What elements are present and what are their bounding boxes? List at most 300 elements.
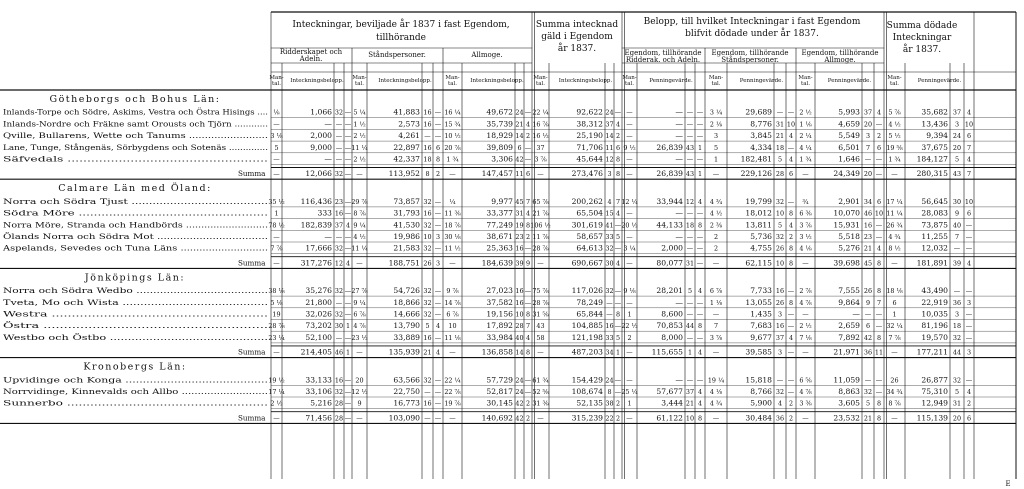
fraction-cell: 42	[515, 399, 524, 408]
mantal-cell: 4 ⅞	[353, 322, 366, 331]
fraction-cell: 8	[876, 259, 882, 268]
fraction-cell: 3	[607, 170, 612, 179]
fraction-cell: —	[875, 310, 883, 319]
mantal-cell: —	[626, 108, 633, 117]
amount-cell: 182,839	[300, 220, 332, 230]
amount-cell: 11,255	[921, 232, 948, 241]
mantal-cell: 26 ¾	[886, 221, 903, 230]
amount-cell: 62,115	[745, 258, 772, 268]
mantal-cell: 2	[713, 233, 719, 241]
mantal-cell: 2 ¼	[799, 132, 812, 141]
amount-cell: 49,672	[486, 107, 513, 117]
mantal-cell: 37	[536, 143, 545, 152]
fraction-cell: —	[875, 233, 883, 241]
amount-cell: 3,444	[661, 398, 683, 408]
mantal-cell: —	[891, 348, 898, 357]
fraction-cell: 8	[607, 388, 612, 396]
amount-cell: 8,776	[750, 119, 772, 129]
fraction-cell: —	[614, 376, 622, 385]
fraction-cell: 7	[615, 197, 621, 206]
district-label: Norra Möre, Stranda och Handbörds ...........................	[3, 220, 268, 230]
amount-cell: 154,429	[571, 375, 603, 385]
amount-cell: 17,666	[305, 243, 332, 253]
fraction-cell: —	[424, 388, 431, 396]
amount-cell: 7,733	[750, 286, 772, 296]
amount-cell: —	[675, 375, 683, 385]
fraction-cell: 10	[964, 197, 974, 206]
amount-cell: 1,435	[750, 309, 772, 319]
fraction-cell: —	[614, 298, 622, 307]
mantal-cell: —	[626, 132, 633, 141]
mantal-cell: 17 ¼	[886, 197, 903, 206]
mantal-cell: —	[273, 120, 280, 129]
fraction-cell: 6	[966, 209, 972, 218]
amount-cell: 182,481	[740, 154, 772, 164]
summa-label: Summa	[238, 169, 266, 179]
mantal-cell: 23 ½	[351, 333, 368, 342]
mantal-cell: 28 ⅞	[532, 298, 549, 307]
fraction-cell: 3	[865, 132, 871, 141]
fraction-cell: 4	[345, 221, 351, 230]
fraction-cell: 37	[863, 108, 873, 117]
mantal-cell: 3 ⅛	[270, 132, 283, 141]
fraction-cell: 3	[954, 310, 960, 319]
mantal-cell: 2 ⅜	[709, 221, 723, 230]
mantal-cell: —	[537, 348, 544, 357]
mantal-cell: ¾	[802, 197, 809, 206]
amount-cell: —	[675, 232, 683, 241]
subgroup-title: Egendom, tillhörande	[801, 49, 879, 57]
fraction-cell: 21	[863, 244, 873, 253]
fraction-cell: 32	[334, 244, 344, 253]
mantal-cell: 9 ⅞	[446, 287, 459, 296]
fraction-cell: —	[424, 414, 431, 423]
mantal-cell: 32 ¼	[886, 322, 903, 331]
fraction-cell: 16	[423, 333, 432, 342]
district-label: Norrvidinge, Kinnevalds och Allbo ...........................	[3, 387, 268, 396]
amount-cell: 10,070	[833, 208, 860, 218]
fraction-cell: —	[686, 132, 694, 141]
fraction-cell: 12	[685, 197, 695, 206]
fraction-cell: —	[344, 170, 352, 179]
fraction-cell: 8	[876, 333, 882, 342]
mantal-cell: 61 ¾	[532, 376, 549, 385]
amount-header: Inteckningsbelopp.	[558, 78, 613, 84]
fraction-cell: 32	[334, 388, 344, 396]
fraction-cell: 12	[605, 155, 614, 164]
fraction-cell: —	[335, 155, 343, 164]
amount-cell: 9,394	[926, 131, 948, 141]
fraction-cell: 39	[952, 259, 962, 268]
fraction-cell: —	[696, 120, 704, 129]
fraction-cell: 36	[952, 298, 962, 307]
fraction-cell: —	[696, 376, 704, 385]
fraction-cell: 5	[615, 233, 621, 241]
mantal-cell: 12 ½	[351, 388, 368, 396]
mantal-cell: 22 ¼	[444, 376, 461, 385]
fraction-cell: 32	[952, 333, 962, 342]
mantal-cell: 4 ⅛	[799, 244, 812, 253]
fraction-cell: 6	[865, 322, 871, 331]
mantal-cell: —	[802, 259, 809, 268]
county-title: Jönköpings Län:	[84, 272, 186, 284]
mantal-cell: 5 ⅞	[888, 108, 901, 117]
fraction-cell: 32	[334, 287, 344, 296]
amount-cell: 1,066	[310, 107, 332, 117]
mantal-cell: 11 ¼	[351, 143, 368, 152]
mantal-cell: 6 ⅞	[446, 310, 459, 319]
fraction-cell: 2	[876, 132, 882, 141]
fraction-cell: 4	[876, 108, 882, 117]
fraction-cell: 1	[345, 348, 351, 357]
amount-cell: 115,655	[651, 347, 683, 357]
mantal-cell: 5	[713, 143, 719, 152]
mantal-cell: 12 ¼	[621, 197, 638, 206]
fraction-cell: 20	[952, 414, 962, 423]
mantal-cell: 3	[713, 132, 719, 141]
fraction-cell: 3	[777, 348, 783, 357]
fraction-cell: —	[686, 108, 694, 117]
fraction-cell: 12	[334, 259, 344, 268]
amount-cell: 28,201	[656, 286, 683, 296]
fraction-cell: 7	[525, 197, 531, 206]
fraction-cell: —	[696, 244, 704, 253]
fraction-cell: 32	[775, 197, 785, 206]
mantal-cell: 3 ⅞	[709, 333, 723, 342]
group-title-dodade: Belopp, till hvilket Inteckningar i fast Egendom	[643, 17, 861, 27]
mantal-cell: 20 ⅞	[444, 143, 461, 152]
fraction-cell: 4	[788, 333, 794, 342]
fraction-cell: 33	[605, 333, 614, 342]
mantal-cell: 1 ⅛	[799, 120, 812, 129]
fraction-cell: —	[787, 348, 795, 357]
fraction-cell: —	[776, 376, 784, 385]
fraction-cell: —	[424, 132, 431, 141]
fraction-cell: 4	[615, 259, 621, 268]
amount-cell: 4,755	[750, 243, 772, 253]
mantal-cell: 2 ½	[799, 108, 812, 117]
district-label: Inlands-Torpe och Södre, Askims, Vestra och Östra Hisings ....	[3, 107, 268, 117]
mantal-cell: —	[712, 414, 720, 423]
fraction-cell: 32	[423, 221, 432, 230]
fraction-cell: 45	[863, 259, 873, 268]
fraction-cell: 34	[605, 348, 614, 357]
mantal-cell: —	[537, 170, 544, 179]
fraction-cell: 45	[515, 197, 524, 206]
amount-cell: 30,484	[745, 413, 772, 423]
fraction-cell: —	[965, 221, 973, 230]
amount-cell: 22,750	[393, 387, 420, 396]
mantal-cell: 5	[274, 143, 279, 152]
amount-cell: —	[675, 297, 683, 307]
fraction-cell: 2	[615, 132, 621, 141]
fraction-cell: 4	[345, 259, 351, 268]
subgroup-title: Adeln.	[299, 55, 323, 63]
fraction-cell: 20	[863, 170, 873, 179]
fraction-cell: 20	[952, 143, 962, 152]
fraction-cell: 21	[515, 120, 524, 129]
fraction-cell: 2	[435, 170, 441, 179]
mantal-cell: 3 ⅞	[534, 155, 547, 164]
fraction-cell: —	[344, 333, 352, 342]
mantal-cell: 4 ½	[888, 120, 901, 129]
amount-cell: 2,901	[838, 196, 860, 206]
fraction-cell: —	[953, 287, 961, 296]
amount-cell: 43,490	[921, 286, 948, 296]
fraction-cell: 5	[777, 155, 783, 164]
fraction-cell: 32	[334, 310, 344, 319]
amount-cell: —	[324, 119, 332, 129]
fraction-cell: —	[696, 233, 704, 241]
mantal-header: Man-	[445, 75, 460, 81]
fraction-cell: —	[344, 376, 352, 385]
district-label: Lane, Tunge, Stångenäs, Sörbygdens och Sotenäs ..............	[3, 142, 268, 152]
amount-cell: 56,645	[921, 196, 948, 206]
amount-cell: 280,315	[916, 169, 948, 179]
mantal-cell: 8 ⅞	[353, 209, 366, 218]
fraction-cell: 37	[952, 108, 962, 117]
fraction-cell: 9	[525, 259, 531, 268]
group-title-summa-dodade: Summa dödade	[886, 21, 958, 31]
mantal-cell: 4 ¼	[799, 143, 812, 152]
mantal-cell: 16 ⅞	[532, 120, 549, 129]
mantal-cell: 6 ⅞	[709, 287, 723, 296]
mantal-cell: 3 ¼	[709, 108, 723, 117]
fraction-cell: —	[335, 298, 343, 307]
fraction-cell: —	[434, 388, 442, 396]
fraction-cell: 4	[966, 108, 972, 117]
mantal-cell: 9 ⅛	[623, 287, 636, 296]
mantal-cell: 2 ½	[799, 322, 812, 331]
fraction-cell: —	[614, 322, 622, 331]
amount-header: Inteckningsbelopp.	[378, 78, 432, 84]
mantal-cell: 4 ½	[353, 233, 366, 241]
amount-cell: —	[675, 208, 683, 218]
fraction-cell: 30	[952, 197, 962, 206]
fraction-cell: 2	[525, 399, 531, 408]
mantal-header: Man-	[352, 75, 367, 81]
mantal-cell: 78 ½	[268, 221, 285, 230]
amount-cell: 19,799	[745, 196, 772, 206]
fraction-cell: 7	[876, 298, 882, 307]
mantal-cell: 43	[536, 322, 545, 331]
amount-cell: 35,682	[921, 107, 948, 117]
fraction-cell: —	[686, 333, 694, 342]
fraction-cell: 16	[423, 143, 432, 152]
fraction-cell: —	[434, 298, 442, 307]
mantal-cell: —	[626, 414, 633, 423]
mantal-cell: 5 ½	[888, 132, 901, 141]
fraction-cell: —	[787, 287, 795, 296]
fraction-cell: —	[335, 333, 343, 342]
amount-cell: 33,944	[656, 196, 683, 206]
mantal-header: tal.	[448, 81, 457, 87]
amount-cell: 5,518	[838, 232, 860, 241]
mantal-cell: —	[712, 259, 720, 268]
fraction-cell: 37	[605, 120, 614, 129]
mantal-cell: 11 ½	[444, 244, 461, 253]
amount-cell: 108,674	[571, 387, 603, 396]
fraction-cell: —	[696, 298, 704, 307]
mantal-cell: 4 ¾	[709, 197, 723, 206]
amount-cell: 115,139	[916, 413, 948, 423]
amount-cell: 57,729	[486, 375, 513, 385]
fraction-cell: 31	[515, 209, 524, 218]
fraction-cell: —	[434, 333, 442, 342]
amount-cell: 77,249	[486, 220, 513, 230]
fraction-cell: 4	[966, 155, 972, 164]
mantal-cell: —	[891, 414, 898, 423]
fraction-cell: —	[686, 209, 694, 218]
mantal-cell: 26	[890, 376, 899, 385]
mantal-cell: —	[626, 209, 633, 218]
fraction-cell: 6	[966, 132, 972, 141]
fraction-cell: —	[965, 233, 973, 241]
amount-cell: 3,845	[750, 131, 772, 141]
fraction-cell: 7	[865, 143, 871, 152]
fraction-cell: 2	[788, 399, 794, 408]
amount-cell: 9,977	[491, 196, 513, 206]
fraction-cell: 38	[605, 399, 614, 408]
fraction-cell: 23	[334, 197, 344, 206]
group-title-inteckningar: Inteckningar, beviljade år 1837 i fast Egendom,	[292, 20, 510, 30]
fraction-cell: —	[344, 197, 352, 206]
amount-cell: 487,203	[571, 347, 603, 357]
mantal-cell: 5 ⅛	[270, 298, 283, 307]
fraction-cell: —	[965, 287, 973, 296]
fraction-cell: 44	[952, 348, 962, 357]
amount-cell: 19,156	[486, 309, 513, 319]
mantal-cell: 9	[357, 399, 362, 408]
fraction-cell: 4	[788, 132, 794, 141]
fraction-cell: 16	[334, 209, 344, 218]
amount-cell: 39,809	[486, 142, 513, 152]
fraction-cell: 8	[788, 244, 794, 253]
fraction-cell: 16	[863, 221, 873, 230]
mantal-cell: 20	[355, 376, 364, 385]
fraction-cell: 5	[777, 221, 783, 230]
group-title-inteckningar: tillhörande	[375, 33, 427, 43]
fraction-cell: 5	[615, 333, 621, 342]
amount-cell: 32,026	[305, 309, 332, 319]
fraction-cell: 8	[876, 414, 882, 423]
fraction-cell: 10	[786, 120, 796, 129]
fraction-cell: 39	[515, 259, 524, 268]
fraction-cell: 37	[334, 221, 344, 230]
fraction-cell: 1	[697, 170, 703, 179]
fraction-cell: —	[344, 155, 352, 164]
fraction-cell: —	[344, 209, 352, 218]
amount-cell: 2,573	[398, 119, 420, 129]
fraction-cell: —	[614, 388, 622, 396]
fraction-cell: 8	[615, 310, 621, 319]
amount-cell: 8,600	[661, 309, 683, 319]
fraction-cell: 9	[954, 209, 960, 218]
mantal-cell: 4 ½	[709, 209, 723, 218]
amount-cell: 21,800	[305, 297, 332, 307]
mantal-cell: 19 ¼	[707, 376, 725, 385]
fraction-cell: 43	[952, 170, 962, 179]
fraction-cell: 16	[515, 244, 524, 253]
fraction-cell: 31	[775, 120, 785, 129]
fraction-cell: 46	[334, 348, 344, 357]
fraction-cell: —	[696, 310, 704, 319]
district-label: Norra och Södra Tjust .......................................	[3, 196, 268, 206]
amount-cell: 5,216	[310, 398, 332, 408]
fraction-cell: 18	[685, 221, 695, 230]
mantal-cell: 6 ⅝	[799, 376, 812, 385]
fraction-cell: 14	[515, 348, 524, 357]
amount-cell: 13,436	[921, 119, 948, 129]
fraction-cell: 24	[605, 108, 614, 117]
fraction-cell: 21	[423, 348, 432, 357]
amount-cell: —	[675, 107, 683, 117]
mantal-cell: —	[626, 298, 633, 307]
fraction-cell: 36	[775, 414, 785, 423]
page-mark: E	[1005, 480, 1011, 488]
fraction-cell: 8	[525, 221, 531, 230]
fraction-cell: 15	[605, 209, 614, 218]
fraction-cell: 2	[525, 132, 531, 141]
fraction-cell: 10	[874, 209, 884, 218]
amount-cell: 25,190	[576, 131, 603, 141]
amount-cell: 229,126	[740, 169, 772, 179]
mantal-header: tal.	[801, 81, 810, 87]
fraction-cell: 16	[423, 399, 432, 408]
amount-cell: 5,276	[838, 243, 860, 253]
fraction-cell: 24	[952, 132, 962, 141]
fraction-cell: —	[787, 108, 795, 117]
amount-cell: 38,312	[576, 119, 603, 129]
fraction-cell: 42	[515, 414, 524, 423]
fraction-cell: —	[344, 244, 352, 253]
summa-label: Summa	[238, 258, 266, 268]
mantal-cell: —	[537, 414, 544, 423]
mantal-cell: 7	[713, 322, 719, 331]
mantal-cell: 18 ⅛	[886, 287, 903, 296]
fraction-cell: 4	[697, 388, 703, 396]
fraction-cell: 33	[605, 233, 614, 241]
district-label: Tveta, Mo och Wista .........................................	[3, 297, 268, 307]
amount-cell: 81,196	[921, 321, 948, 331]
fraction-cell: —	[344, 388, 352, 396]
fraction-cell: 32	[952, 376, 962, 385]
mantal-cell: 27 ⅞	[351, 287, 368, 296]
mantal-cell: —	[626, 155, 633, 164]
mantal-cell: 17 ¼	[268, 388, 285, 396]
fraction-cell: 4	[966, 388, 972, 396]
fraction-cell: —	[965, 310, 973, 319]
mantal-cell: 1 ¾	[888, 155, 901, 164]
fraction-cell: 37	[685, 388, 695, 396]
amount-cell: 140,692	[481, 413, 513, 423]
fraction-cell: 2	[525, 414, 531, 423]
fraction-cell: 16	[775, 287, 785, 296]
amount-cell: 113,952	[388, 169, 420, 179]
amount-cell: 188,751	[388, 258, 420, 268]
amount-cell: 4,261	[398, 131, 420, 141]
amount-cell: 13,790	[393, 321, 420, 331]
fraction-cell: —	[953, 244, 961, 253]
fraction-cell: —	[335, 132, 343, 141]
amount-cell: 28,083	[921, 208, 948, 218]
amount-cell: 19,986	[393, 232, 420, 241]
mantal-cell: —	[802, 348, 809, 357]
fraction-cell: 16	[423, 120, 432, 129]
group-title-summa-dodade: Inteckningar	[892, 33, 952, 43]
fraction-cell: 3	[954, 120, 960, 129]
fraction-cell: 21	[685, 399, 695, 408]
